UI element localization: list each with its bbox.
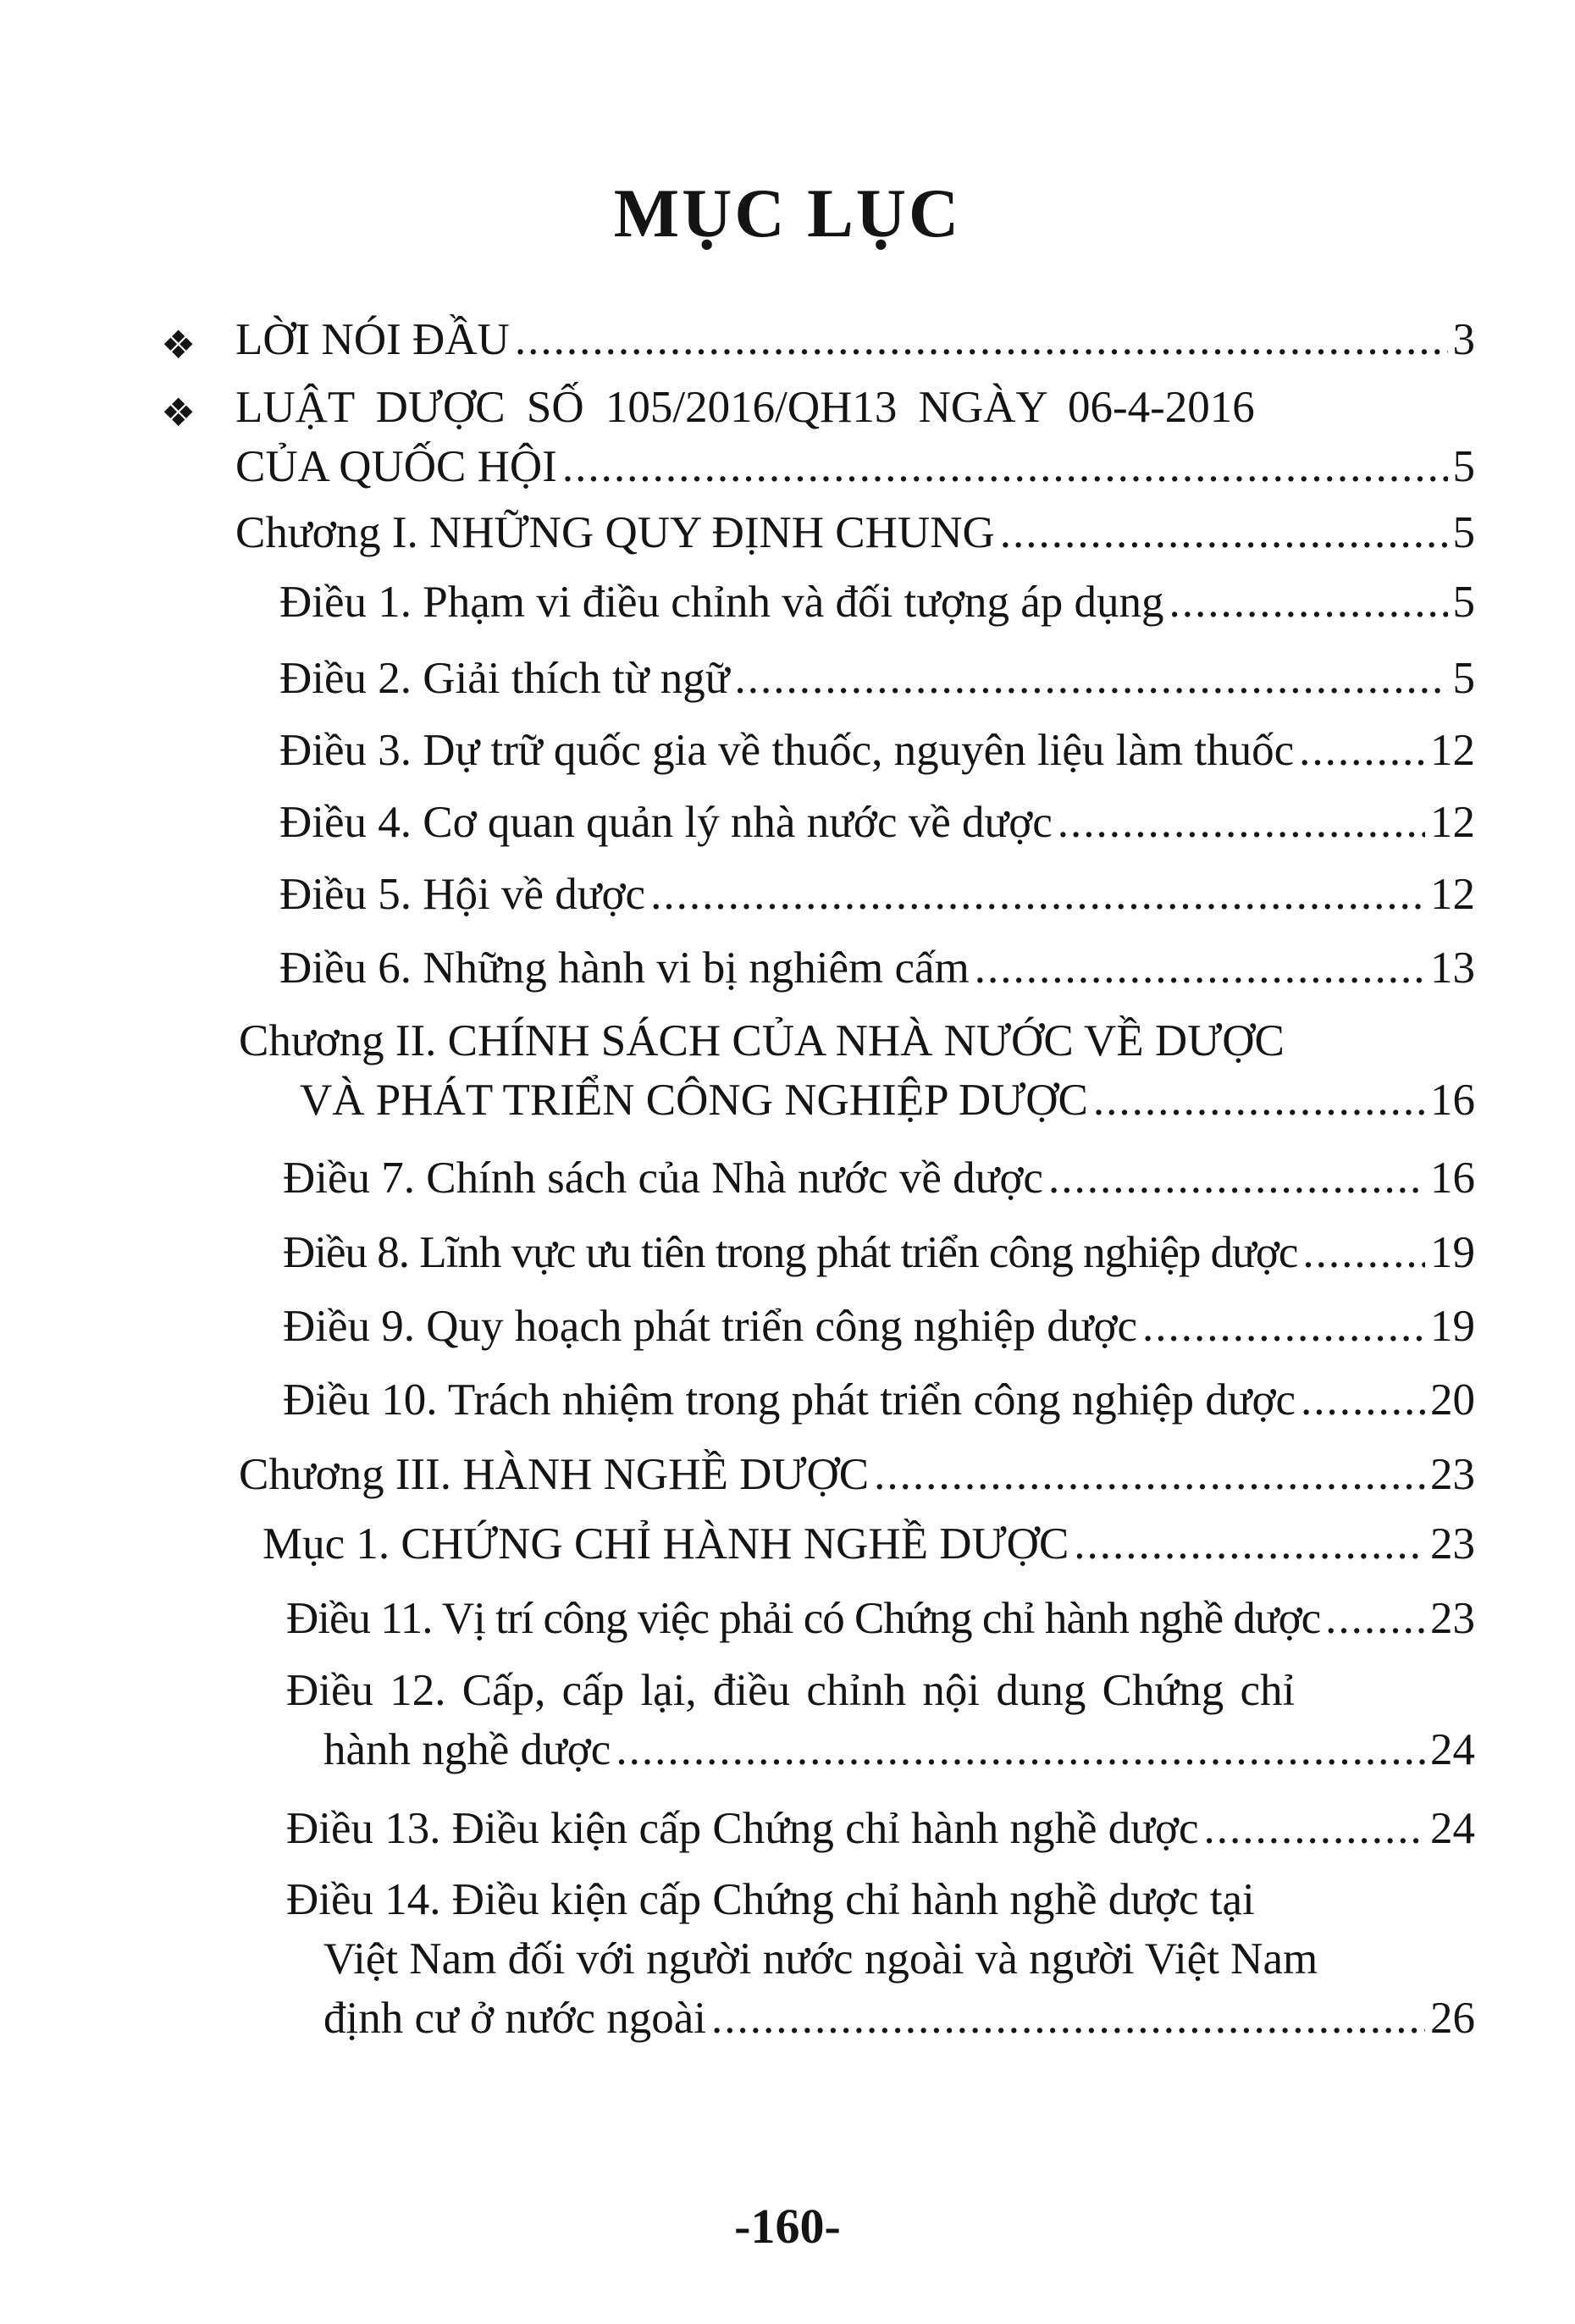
toc-page-number: 23 — [1430, 1594, 1475, 1643]
leader-dots — [616, 1724, 1425, 1776]
toc-entry-title: Điều 1. Phạm vi điều chỉnh và đối tượng áp dụng — [279, 578, 1164, 627]
toc-entry[interactable] — [279, 868, 1475, 921]
toc-entry[interactable] — [235, 381, 1475, 493]
leader-dots — [562, 440, 1448, 493]
leader-dots — [1204, 1802, 1426, 1855]
toc-entry-title: Điều 13. Điều kiện cấp Chứng chỉ hành nghề dược — [286, 1804, 1199, 1853]
toc-entry-title: Điều 6. Những hành vi bị nghiêm cấm — [279, 943, 970, 993]
leader-dots — [1074, 1518, 1425, 1570]
toc-entry-title: Điều 7. Chính sách của Nhà nước về dược — [283, 1154, 1043, 1203]
toc-page-number: 24 — [1430, 1725, 1475, 1774]
toc-page-number: 13 — [1430, 943, 1475, 993]
leader-dots — [1093, 1074, 1425, 1126]
toc-entry[interactable] — [279, 652, 1475, 705]
toc-entry-title-line: LUẬT DƯỢC SỐ 105/2016/QH13 NGÀY 06-4-2016 — [235, 383, 1255, 432]
toc-entry[interactable] — [279, 724, 1475, 777]
toc-entry-title: CỦA QUỐC HỘI — [235, 442, 557, 491]
toc-entry[interactable] — [286, 1802, 1475, 1855]
toc-page-number: 5 — [1452, 654, 1475, 703]
leader-dots — [515, 313, 1448, 366]
toc-entry-title: Điều 3. Dự trữ quốc gia về thuốc, nguyên liệu làm thuốc — [279, 726, 1295, 775]
leader-dots — [1048, 1152, 1425, 1204]
leader-dots — [1325, 1592, 1425, 1645]
toc-entry[interactable] — [239, 1448, 1475, 1501]
toc-entry[interactable] — [283, 1300, 1475, 1353]
toc-entry-title-line: Điều 12. Cấp, cấp lại, điều chỉnh nội dung Chứng chỉ — [286, 1666, 1296, 1715]
toc-entry[interactable] — [262, 1518, 1475, 1570]
toc-entry-title: Điều 10. Trách nhiệm trong phát triển công nghiệp dược — [283, 1375, 1296, 1425]
toc-entry[interactable] — [279, 576, 1475, 628]
toc-entry-title: Điều 8. Lĩnh vực ưu tiên trong phát triển công nghiệp dược — [283, 1228, 1298, 1277]
page-number-footer: -160- — [734, 2199, 841, 2254]
leader-dots — [1169, 576, 1447, 628]
leader-dots — [1302, 1226, 1425, 1279]
toc-entry[interactable] — [235, 313, 1475, 366]
toc-page-number: 16 — [1430, 1076, 1475, 1125]
toc-page-number: 5 — [1452, 442, 1475, 491]
toc-entry-title: VÀ PHÁT TRIỂN CÔNG NGHIỆP DƯỢC — [300, 1076, 1088, 1125]
toc-entry[interactable] — [279, 796, 1475, 849]
toc-page-number: 12 — [1430, 798, 1475, 847]
toc-entry[interactable] — [283, 1152, 1475, 1204]
toc-page-number: 12 — [1430, 870, 1475, 919]
toc-entry-title: LỜI NÓI ĐẦU — [235, 315, 510, 364]
toc-entry[interactable] — [283, 1374, 1475, 1426]
toc-entry-title: Chương I. NHỮNG QUY ĐỊNH CHUNG — [235, 508, 995, 557]
toc-page-number: 20 — [1430, 1375, 1475, 1425]
toc-entry-title: Điều 11. Vị trí công việc phải có Chứng chỉ hành nghề dược — [286, 1594, 1321, 1643]
toc-entry-title: định cư ở nước ngoài — [323, 1994, 707, 2043]
leader-dots — [711, 1992, 1425, 2045]
diamond-bullet-icon: ❖ — [161, 324, 196, 367]
leader-dots — [874, 1448, 1425, 1501]
toc-page-number: 23 — [1430, 1519, 1475, 1569]
toc-page-number: 23 — [1430, 1450, 1475, 1499]
toc-page-number: 5 — [1452, 508, 1475, 557]
leader-dots — [1000, 506, 1448, 559]
toc-entry-title: Điều 4. Cơ quan quản lý nhà nước về dược — [279, 798, 1053, 847]
toc-entry-title: Điều 9. Quy hoạch phát triển công nghiệp dược — [283, 1302, 1138, 1351]
toc-page-number: 3 — [1452, 315, 1475, 364]
toc-entry[interactable] — [286, 1592, 1475, 1645]
leader-dots — [1142, 1300, 1425, 1353]
toc-entry[interactable] — [283, 1226, 1475, 1279]
toc-entry-title: Điều 5. Hội về dược — [279, 870, 646, 919]
toc-entry-title: Chương III. HÀNH NGHỀ DƯỢC — [239, 1450, 870, 1499]
toc-entry-title: hành nghề dược — [323, 1725, 611, 1774]
leader-dots — [1301, 1374, 1425, 1426]
toc-entry-title-line: Chương II. CHÍNH SÁCH CỦA NHÀ NƯỚC VỀ DƯỢC — [239, 1016, 1285, 1065]
toc-entry[interactable] — [239, 1015, 1475, 1126]
toc-page-number: 5 — [1452, 578, 1475, 627]
leader-dots — [1299, 724, 1425, 777]
toc-page-number: 26 — [1430, 1994, 1475, 2043]
toc-page-number: 16 — [1430, 1154, 1475, 1203]
toc-page-number: 12 — [1430, 726, 1475, 775]
page-title: MỤC LỤC — [613, 174, 962, 252]
leader-dots — [1058, 796, 1425, 849]
toc-entry[interactable] — [235, 506, 1475, 559]
diamond-bullet-icon: ❖ — [161, 391, 196, 434]
toc-page-number: 24 — [1430, 1804, 1475, 1853]
toc-entry-title: Điều 2. Giải thích từ ngữ — [279, 654, 730, 703]
leader-dots — [650, 868, 1425, 921]
toc-entry-title-line: Điều 14. Điều kiện cấp Chứng chỉ hành nghề dược tại — [286, 1875, 1255, 1924]
toc-entry[interactable] — [286, 1873, 1475, 2045]
toc-entry[interactable] — [279, 942, 1475, 994]
toc-page-number: 19 — [1430, 1228, 1475, 1277]
leader-dots — [734, 652, 1447, 705]
leader-dots — [975, 942, 1425, 994]
toc-entry-title-line: Việt Nam đối với người nước ngoài và người Việt Nam — [323, 1934, 1318, 1984]
toc-page-number: 19 — [1430, 1302, 1475, 1351]
toc-entry-title: Mục 1. CHỨNG CHỈ HÀNH NGHỀ DƯỢC — [262, 1519, 1069, 1569]
toc-entry[interactable] — [286, 1664, 1475, 1776]
